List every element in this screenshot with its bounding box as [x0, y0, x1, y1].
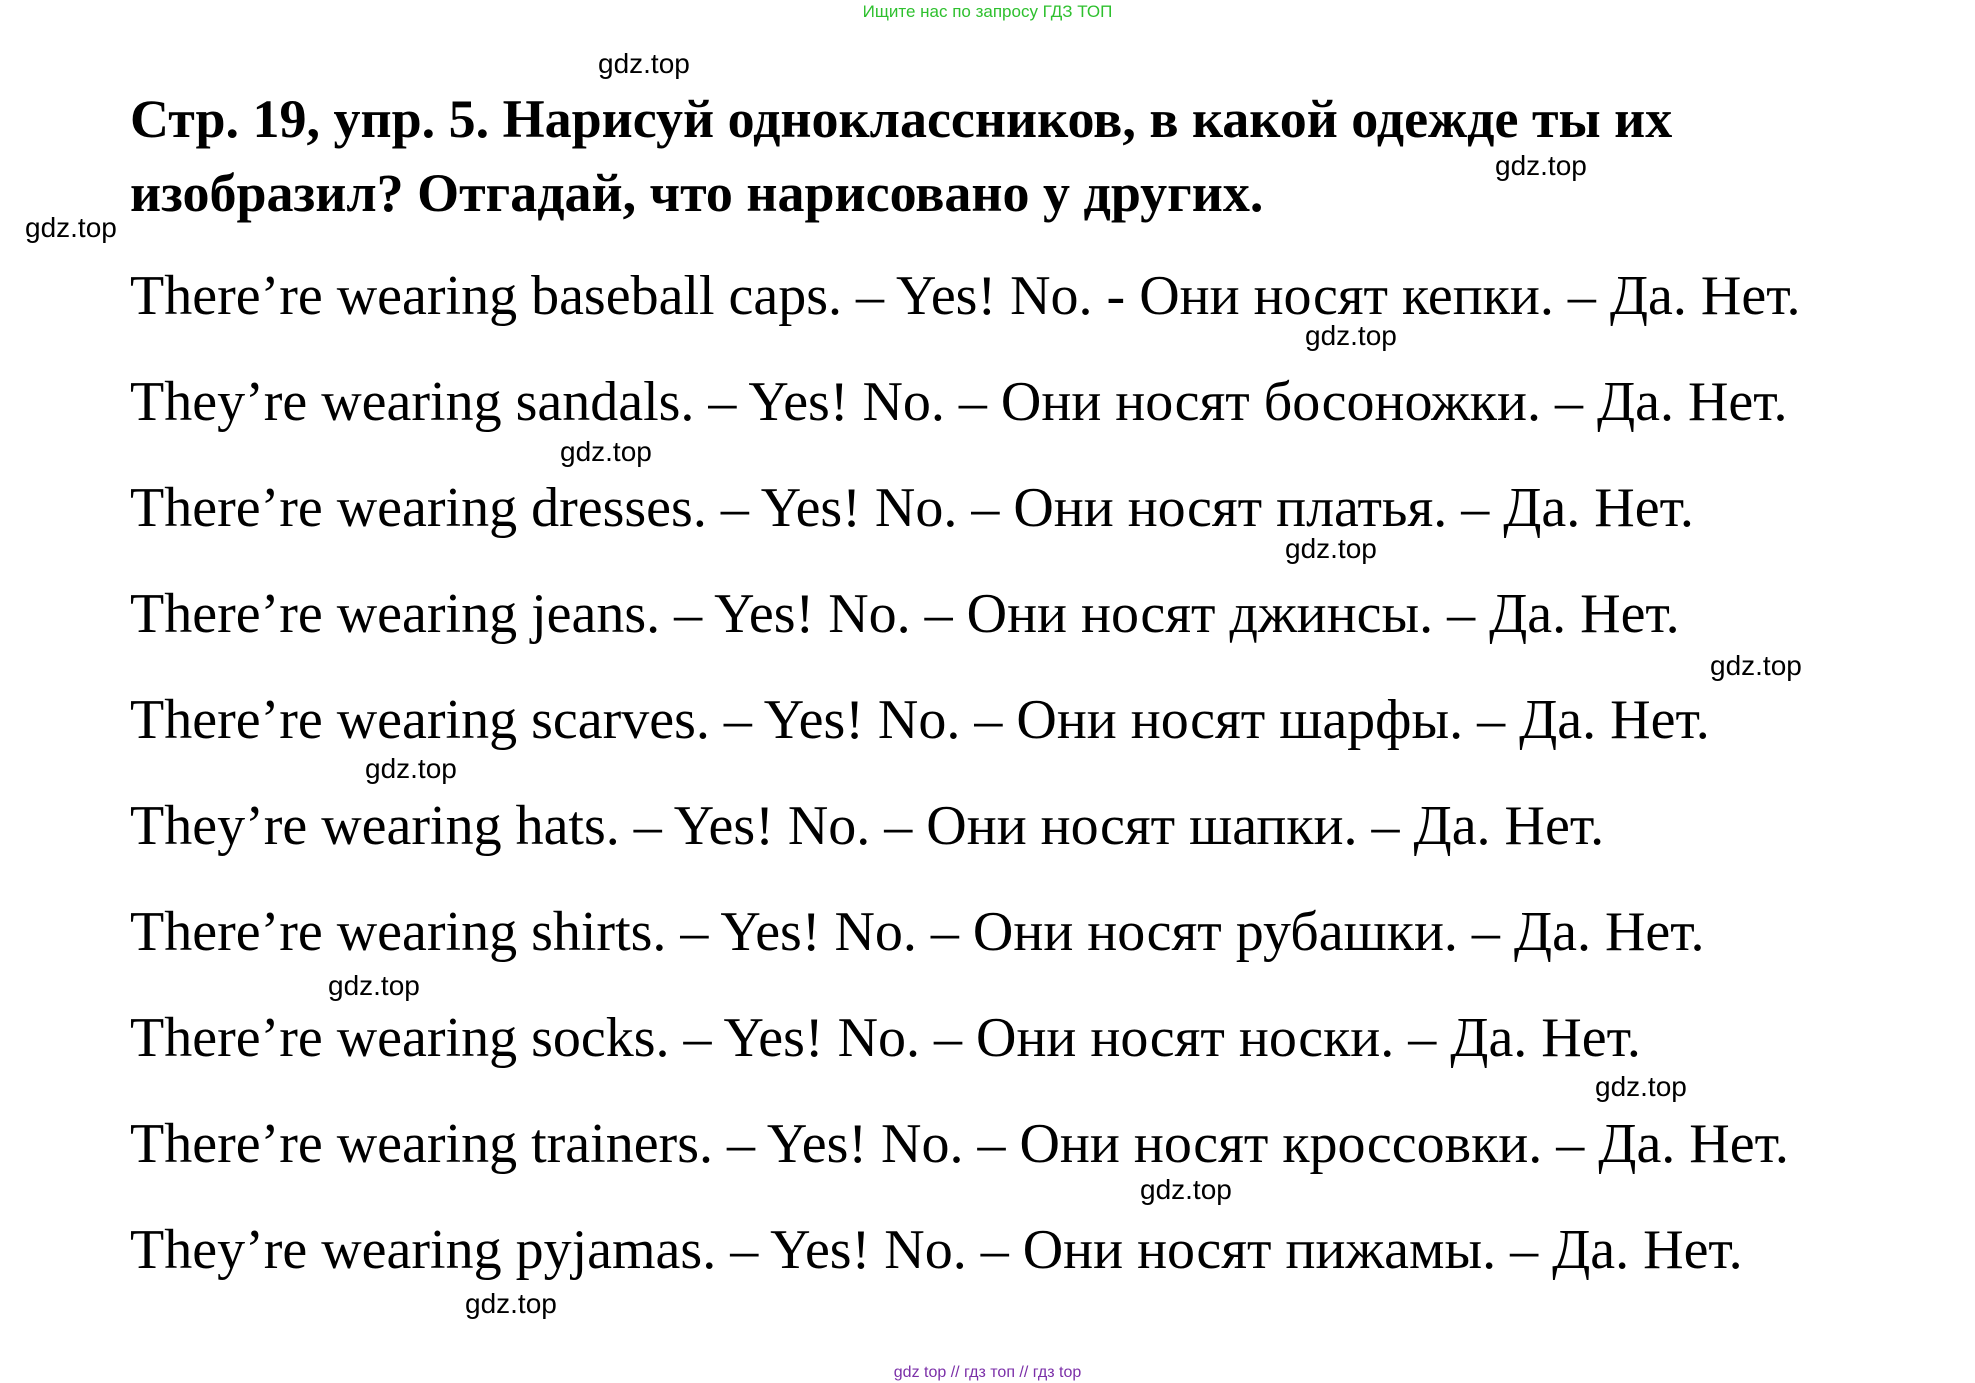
answer-line-5: There’re wearing scarves. – Yes! No. – Они носят шарфы. – Да. Нет.	[130, 689, 1710, 751]
watermark: gdz.top	[1595, 1071, 1687, 1102]
watermark: gdz.top	[560, 436, 652, 467]
top-banner: Ищите нас по запросу ГДЗ ТОП	[862, 2, 1113, 21]
watermark: gdz.top	[365, 753, 457, 784]
watermark: gdz.top	[1710, 650, 1802, 681]
answer-line-8: There’re wearing socks. – Yes! No. – Они носят носки. – Да. Нет.	[130, 1007, 1641, 1069]
watermark: gdz.top	[1140, 1174, 1232, 1205]
answer-line-1: There’re wearing baseball caps. – Yes! No. - Они носят кепки. – Да. Нет.	[130, 265, 1801, 327]
answer-line-4: There’re wearing jeans. – Yes! No. – Они носят джинсы. – Да. Нет.	[130, 583, 1680, 645]
answer-line-2: They’re wearing sandals. – Yes! No. – Они носят босоножки. – Да. Нет.	[130, 371, 1788, 433]
watermark: gdz.top	[25, 212, 117, 243]
answer-line-9: There’re wearing trainers. – Yes! No. – Они носят кроссовки. – Да. Нет.	[130, 1113, 1789, 1175]
answer-line-10: They’re wearing pyjamas. – Yes! No. – Они носят пижамы. – Да. Нет.	[130, 1219, 1743, 1281]
answer-line-3: There’re wearing dresses. – Yes! No. – Они носят платья. – Да. Нет.	[130, 477, 1694, 539]
watermark: gdz.top	[1495, 150, 1587, 181]
watermark: gdz.top	[1285, 533, 1377, 564]
watermark: gdz.top	[465, 1288, 557, 1319]
watermark: gdz.top	[1305, 320, 1397, 351]
exercise-title: Стр. 19, упр. 5. Нарисуй одноклассников, в какой одежде ты их изобразил? Отгадай, что нарисовано у других.	[130, 89, 1673, 223]
watermark: gdz.top	[598, 48, 690, 79]
footer-watermark: gdz top // гдз топ // гдз top	[893, 1364, 1082, 1381]
answer-line-6: They’re wearing hats. – Yes! No. – Они носят шапки. – Да. Нет.	[130, 795, 1605, 857]
watermark: gdz.top	[328, 970, 420, 1001]
answer-line-7: There’re wearing shirts. – Yes! No. – Они носят рубашки. – Да. Нет.	[130, 901, 1705, 963]
